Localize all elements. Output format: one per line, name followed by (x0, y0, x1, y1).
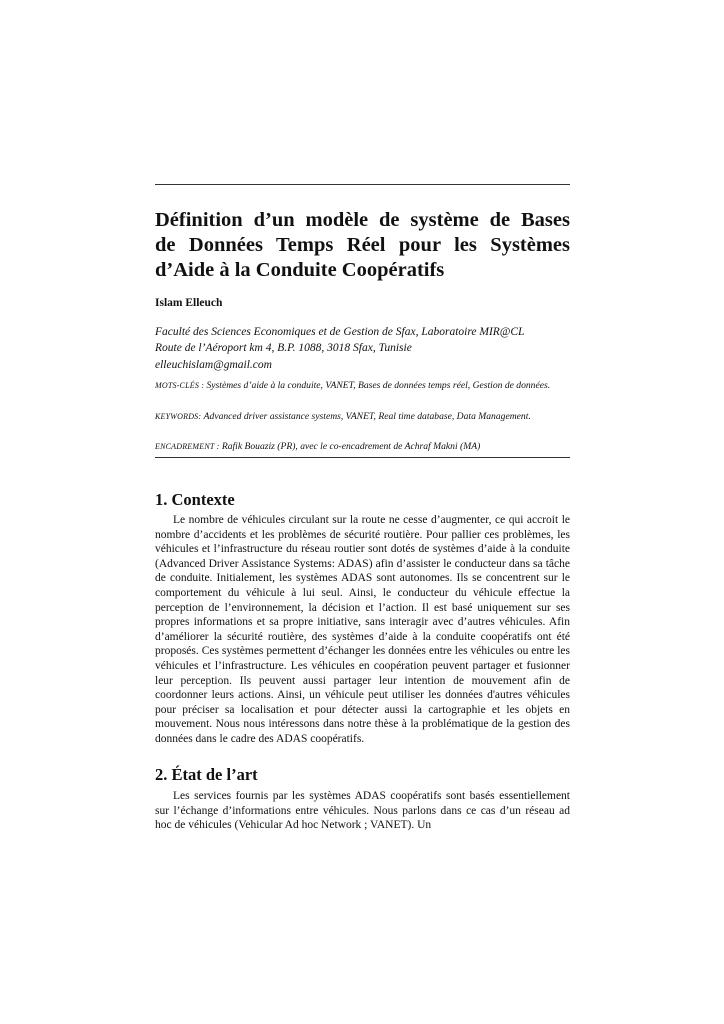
author-email: elleuchislam@gmail.com (155, 359, 272, 371)
title-line: Définition d’un modèle de système de Bases (155, 209, 570, 231)
section-paragraph-etat-de-l-art: Les services fournis par les systèmes ADAS coopératifs sont basés essentiellement sur l’échange d’informations entre véhicules. Nous parlons dans ce cas d’un réseau ad hoc de véhicules (Vehicular Ad hoc Network ; VANET). Un (155, 790, 570, 832)
keywords-value: Advanced driver assistance systems, VANET, Real time database, Data Management. (203, 411, 531, 422)
section-heading-etat-de-l-art: 2. État de l’art (155, 765, 258, 784)
keywords-block (155, 410, 570, 423)
title-line: de Données Temps Réel pour les Systèmes (155, 234, 570, 256)
paper-title (155, 208, 570, 283)
encadrement-block (155, 440, 570, 453)
section-paragraph-contexte: Le nombre de véhicules circulant sur la route ne cesse d’augmenter, ce qui accroit le nombre d’accidents et les problèmes de sécurité routière. Pour pallier ces problèmes, les véhicules et l’infrastructure du réseau routier sont dotés de systèmes d’aide à la conduite (Advanced Driver Assistance Systems: ADAS) afin d’assister le conducteur dans sa tâche de conduite. Initialement, les systèmes ADAS sont autonomes. Ils se concentrent sur le comportement du véhicule à lui seul. Ainsi, le conducteur du véhicule effectue la perception de l’environnement, la décision et l’action. Il est basé uniquement sur ses propres informations et sa propre initiative, sans interagir avec d’autres véhicules. Afin d’améliorer la sécurité routière, des systèmes d’aide à la conduite coopératifs ont été proposés. Ces systèmes permettent d’échanger les données entre les véhicules ou entre les véhicules et l’infrastructure. Les véhicules en coopération peuvent partager et fusionner leur perception. Ils peuvent aussi partager leur intention de mouvement afin de coordonner leurs actions. Ainsi, un véhicule peut utiliser les données d'autres véhicules pour préciser sa localisation et pour détecter aussi la cartographie et les objets en mouvement. Nous nous intéressons dans notre thèse à la problématique de la gestion des données dans le cadre des ADAS coopératifs. (155, 514, 570, 745)
keywords-label: KEYWORDS: (155, 412, 202, 421)
affiliation-line: Route de l’Aéroport km 4, B.P. 1088, 3018 Sfax, Tunisie (155, 342, 412, 354)
motscles-block (155, 379, 570, 392)
encadrement-value: Rafik Bouaziz (PR), avec le co-encadrement de Achraf Makni (MA) (221, 441, 481, 452)
encadrement-label: ENCADREMENT : (155, 442, 220, 451)
motscles-value: Systèmes d’aide à la conduite, VANET, Bases de données temps réel, Gestion de données. (206, 380, 551, 391)
affiliation (155, 324, 570, 356)
top-rule (155, 184, 570, 185)
bottom-rule (155, 457, 570, 458)
author-name: Islam Elleuch (155, 297, 223, 309)
affiliation-line: Faculté des Sciences Economiques et de Gestion de Sfax, Laboratoire MIR@CL (155, 326, 525, 338)
section-heading-contexte: 1. Contexte (155, 490, 235, 509)
title-line: d’Aide à la Conduite Coopératifs (155, 259, 445, 281)
motscles-label: MOTS-CLÉS : (155, 381, 205, 390)
